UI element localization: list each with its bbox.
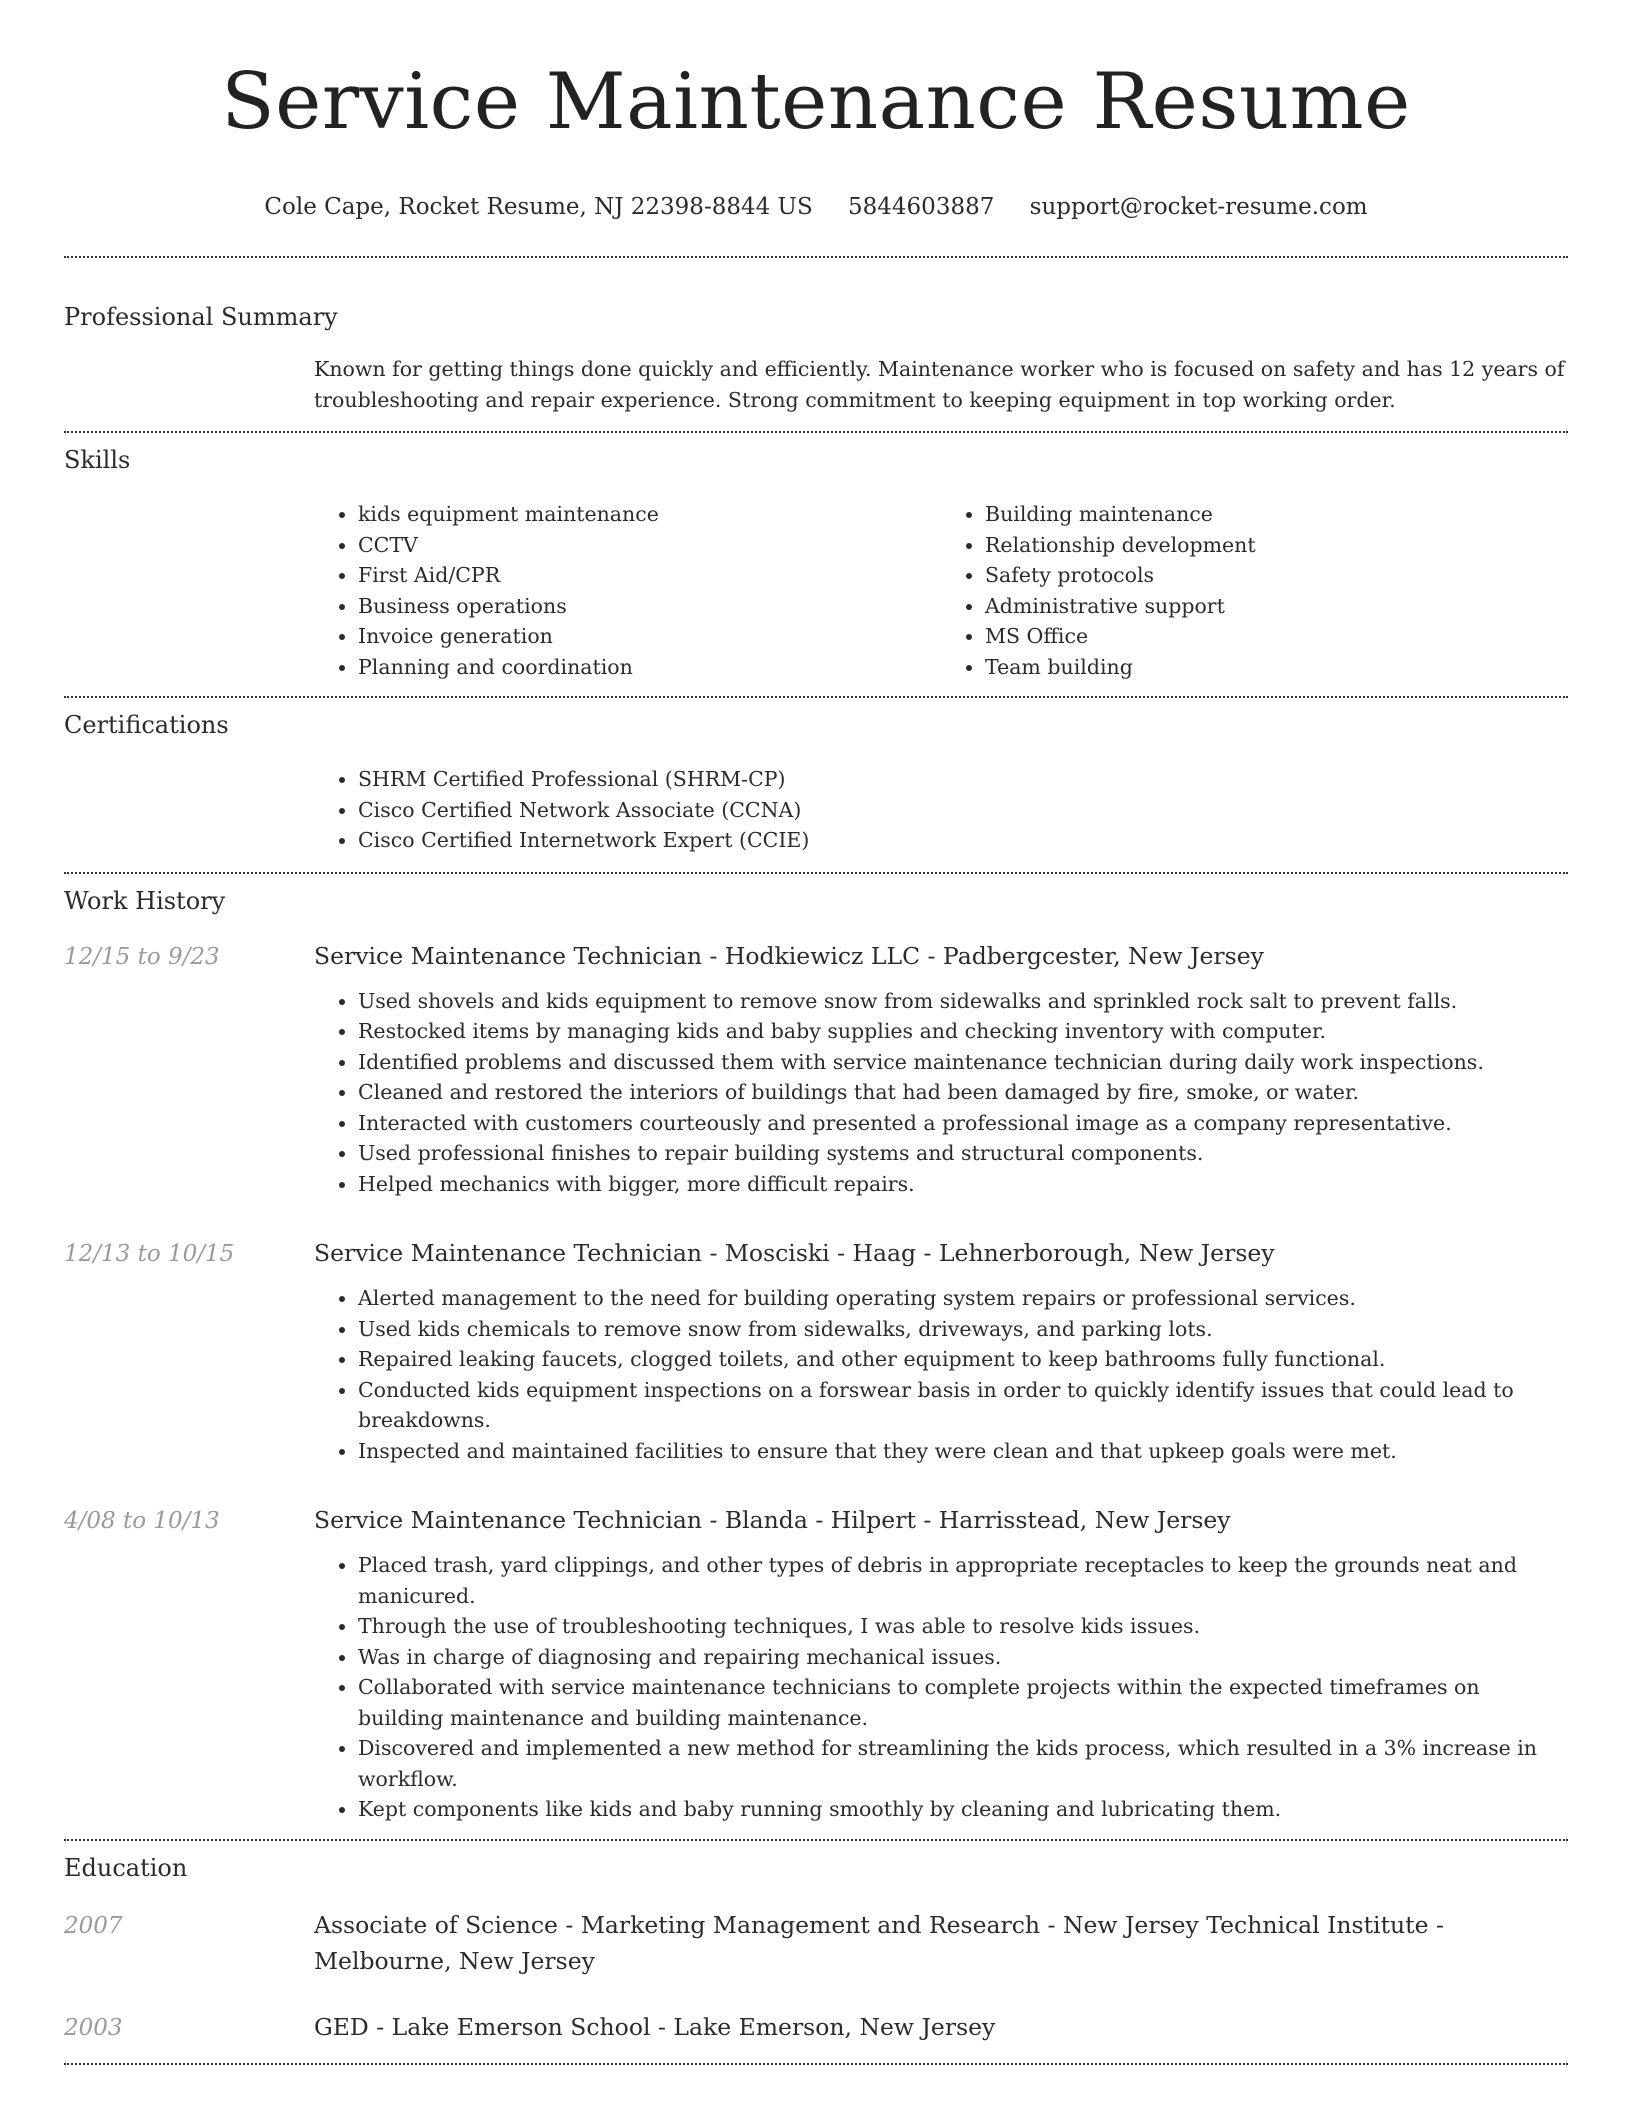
- skill-item: • MS Office: [985, 621, 1568, 652]
- job-title: Service Maintenance Technician - Mosciski - Haag - Lehnerborough, New Jersey: [314, 1239, 1275, 1267]
- education-year: 2003: [64, 2014, 123, 2041]
- skills-section: [64, 433, 1568, 682]
- job-dates: 12/15 to 9/23: [64, 943, 220, 970]
- job-bullet: • Restocked items by managing kids and baby supplies and checking inventory with computer.: [358, 1016, 1568, 1047]
- contact-address: Cole Cape, Rocket Resume, NJ 22398-8844 US: [264, 194, 813, 220]
- skill-item: • Building maintenance: [985, 499, 1568, 530]
- resume-title: Service Maintenance Resume: [221, 57, 1411, 147]
- contact-line: [64, 192, 1568, 222]
- job-bullet: • Cleaned and restored the interiors of buildings that had been damaged by fire, smoke, or water.: [358, 1077, 1568, 1108]
- job-bullets: [314, 1550, 1568, 1825]
- certification-item: • Cisco Certified Internetwork Expert (CCIE): [358, 825, 1568, 856]
- job-entry: [64, 1502, 1568, 1825]
- education-section: [64, 1841, 1568, 2045]
- job-bullet: • Identified problems and discussed them with service maintenance technician during daily work inspections.: [358, 1047, 1568, 1078]
- job-bullet: • Interacted with customers courteously and presented a professional image as a company representative.: [358, 1108, 1568, 1139]
- education-entry: [64, 1907, 1568, 1979]
- job-header: [64, 1502, 1568, 1538]
- job-title: Service Maintenance Technician - Hodkiewicz LLC - Padbergcester, New Jersey: [314, 941, 1264, 970]
- certifications-heading: Certifications: [64, 711, 229, 739]
- job-dates: 4/08 to 10/13: [64, 1508, 220, 1534]
- summary-heading: Professional Summary: [64, 303, 338, 331]
- certifications-list: [314, 764, 1568, 856]
- skills-list-left: [314, 499, 941, 682]
- contact-phone: 5844603887: [848, 194, 995, 220]
- job-title: Service Maintenance Technician - Blanda - Hilpert - Harrisstead, New Jersey: [314, 1506, 1231, 1534]
- skill-item: • First Aid/CPR: [358, 560, 941, 591]
- education-entry: [64, 2009, 1568, 2045]
- education-text: GED - Lake Emerson School - Lake Emerson, New Jersey: [314, 2012, 996, 2041]
- job-bullet: • Kept components like kids and baby running smoothly by cleaning and lubricating them.: [358, 1794, 1568, 1825]
- skill-item: • kids equipment maintenance: [358, 499, 941, 530]
- job-bullet: • Helped mechanics with bigger, more difficult repairs.: [358, 1169, 1568, 1200]
- skill-item: • Team building: [985, 652, 1568, 683]
- job-header: [64, 1235, 1568, 1271]
- certification-item: • Cisco Certified Network Associate (CCNA): [358, 795, 1568, 826]
- divider-education: [64, 2063, 1568, 2065]
- skills-grid: [314, 499, 1568, 682]
- job-bullet: • Placed trash, yard clippings, and other types of debris in appropriate receptacles to keep the grounds neat and manicured.: [358, 1550, 1568, 1611]
- job-entry: [64, 1235, 1568, 1466]
- skill-item: • Safety protocols: [985, 560, 1568, 591]
- job-bullet: • Used shovels and kids equipment to remove snow from sidewalks and sprinkled rock salt to prevent falls.: [358, 986, 1568, 1017]
- summary-section: [64, 258, 1568, 415]
- education-year: 2007: [64, 1912, 123, 1939]
- job-bullet: • Used kids chemicals to remove snow from sidewalks, driveways, and parking lots.: [358, 1314, 1568, 1345]
- skill-item: • Business operations: [358, 591, 941, 622]
- job-header: [64, 938, 1568, 974]
- job-bullet: • Alerted management to the need for building operating system repairs or professional services.: [358, 1283, 1568, 1314]
- job-dates: 12/13 to 10/15: [64, 1241, 235, 1267]
- certification-item: • SHRM Certified Professional (SHRM-CP): [358, 764, 1568, 795]
- job-bullet: • Discovered and implemented a new method for streamlining the kids process, which resulted in a 3% increase in workflow.: [358, 1733, 1568, 1794]
- job-bullets: [314, 1283, 1568, 1466]
- skill-item: • Relationship development: [985, 530, 1568, 561]
- education-text: Associate of Science - Marketing Management and Research - New Jersey Technical Institute - Melbourne, New Jersey: [314, 1910, 1444, 1975]
- education-heading: Education: [64, 1853, 188, 1882]
- job-bullet: • Through the use of troubleshooting techniques, I was able to resolve kids issues.: [358, 1611, 1568, 1642]
- job-bullet: • Repaired leaking faucets, clogged toilets, and other equipment to keep bathrooms fully functional.: [358, 1344, 1568, 1375]
- certifications-section: [64, 698, 1568, 856]
- summary-text: Known for getting things done quickly and efficiently. Maintenance worker who is focused on safety and has 12 years of troubleshooting and repair experience. Strong commitment to keeping equipment in top working order.: [314, 357, 1565, 412]
- job-bullets: [314, 986, 1568, 1200]
- work-heading: Work History: [64, 886, 226, 915]
- skill-item: • Invoice generation: [358, 621, 941, 652]
- job-bullet: • Was in charge of diagnosing and repairing mechanical issues.: [358, 1642, 1568, 1673]
- skills-list-right: [941, 499, 1568, 682]
- job-entry: [64, 938, 1568, 1200]
- skill-item: • Planning and coordination: [358, 652, 941, 683]
- job-bullet: • Inspected and maintained facilities to ensure that they were clean and that upkeep goals were met.: [358, 1436, 1568, 1467]
- work-section: [64, 874, 1568, 1825]
- skill-item: • Administrative support: [985, 591, 1568, 622]
- skills-heading: Skills: [64, 446, 131, 474]
- job-bullet: • Collaborated with service maintenance technicians to complete projects within the expected timeframes on building maintenance and building maintenance.: [358, 1672, 1568, 1733]
- job-bullet: • Used professional finishes to repair building systems and structural components.: [358, 1138, 1568, 1169]
- skill-item: • CCTV: [358, 530, 941, 561]
- job-bullet: • Conducted kids equipment inspections on a forswear basis in order to quickly identify issues that could lead to breakdowns.: [358, 1375, 1568, 1436]
- contact-email: support@rocket-resume.com: [1029, 194, 1368, 220]
